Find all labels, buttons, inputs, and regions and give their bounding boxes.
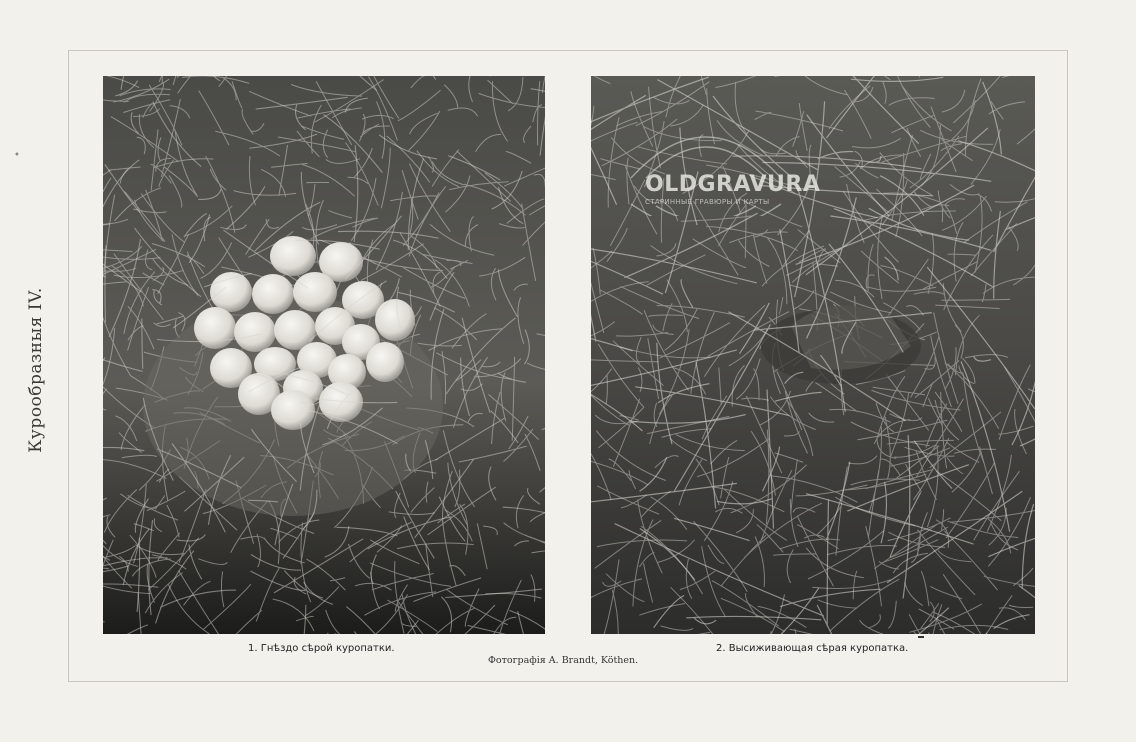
photo-credit: Фотографія A. Brandt, Köthen. [488,655,639,666]
paper-speck: • [14,150,20,161]
stray-dash-mark [918,636,924,638]
watermark-tagline: СТАРИННЫЕ ГРАВЮРЫ И КАРТЫ [645,198,770,206]
watermark-logo [611,106,821,216]
photo-nest-with-eggs [103,76,545,634]
watermark-name: OLDGRAVURA [645,172,821,197]
figure-1-caption: 1. Гнѣздо сѣрой куропатки. [248,643,395,654]
plate-side-title: Курообразныя IV. [26,287,46,453]
nest-photo-illustration [103,76,545,634]
figure-2-caption: 2. Высиживающая сѣрая куропатка. [716,643,909,654]
photo-brooding-partridge [591,76,1035,634]
